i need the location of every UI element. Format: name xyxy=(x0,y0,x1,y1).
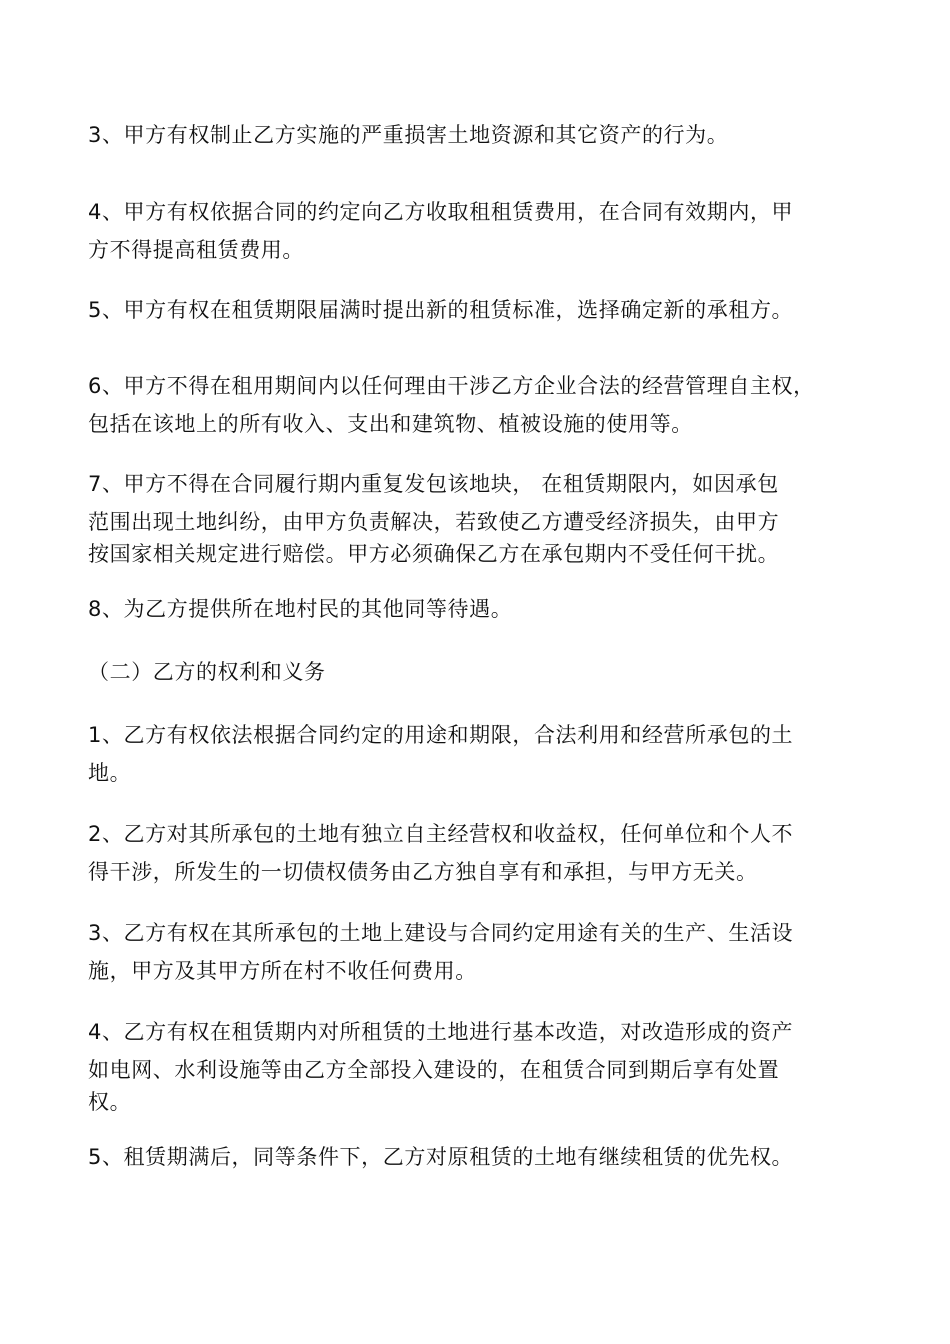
paragraph-b1 xyxy=(88,716,878,792)
text-line: 6、甲方不得在租用期间内以任何理由干涉乙方企业合法的经营管理自主权， xyxy=(88,374,815,398)
text-line: 2、乙方对其所承包的土地有独立自主经营权和收益权，任何单位和个人不 xyxy=(88,822,794,846)
text-line: 5、甲方有权在租赁期限届满时提出新的租赁标准，选择确定新的承租方。 xyxy=(88,298,794,322)
text-line: 4、甲方有权依据合同的约定向乙方收取租租赁费用，在合同有效期内，甲 xyxy=(88,200,794,224)
text-line: 5、租赁期满后，同等条件下，乙方对原租赁的土地有继续租赁的优先权。 xyxy=(88,1145,794,1169)
text-line: 4、乙方有权在租赁期内对所租赁的土地进行基本改造，对改造形成的资产 xyxy=(88,1020,794,1044)
text-line: 包括在该地上的所有收入、支出和建筑物、植被设施的使用等。 xyxy=(88,412,693,436)
section-heading xyxy=(88,653,878,691)
text-line: 1、乙方有权依法根据合同约定的用途和期限，合法利用和经营所承包的土 xyxy=(88,723,794,747)
paragraph-b5 xyxy=(88,1138,878,1176)
paragraph-a6 xyxy=(88,367,878,443)
text-line: 3、甲方有权制止乙方实施的严重损害土地资源和其它资产的行为。 xyxy=(88,123,729,147)
paragraph-a5 xyxy=(88,291,878,329)
text-line: 得干涉，所发生的一切债权债务由乙方独自享有和承担，与甲方无关。 xyxy=(88,860,758,884)
text-line: 8、为乙方提供所在地村民的其他同等待遇。 xyxy=(88,597,513,621)
text-line: 地。 xyxy=(88,761,132,785)
paragraph-b4 xyxy=(88,1013,878,1121)
paragraph-a7 xyxy=(88,465,878,573)
paragraph-b2 xyxy=(88,815,878,891)
text-line: 方不得提高租赁费用。 xyxy=(88,238,304,262)
text-line: 施，甲方及其甲方所在村不收任何费用。 xyxy=(88,959,477,983)
text-line: 7、甲方不得在合同履行期内重复发包该地块， 在租赁期限内，如因承包 xyxy=(88,472,779,496)
paragraph-a4 xyxy=(88,193,878,269)
paragraph-a8 xyxy=(88,590,878,628)
text-line: 3、乙方有权在其所承包的土地上建设与合同约定用途有关的生产、生活设 xyxy=(88,921,794,945)
text-line: 权。 xyxy=(88,1090,132,1114)
text-line: 如电网、水利设施等由乙方全部投入建设的，在租赁合同到期后享有处置 xyxy=(88,1058,780,1082)
text-line: 范围出现土地纠纷，由甲方负责解决，若致使乙方遭受经济损失，由甲方 xyxy=(88,510,780,534)
text-line: （二）乙方的权利和义务 xyxy=(88,660,326,684)
text-line: 按国家相关规定进行赔偿。甲方必须确保乙方在承包期内不受任何干扰。 xyxy=(88,542,780,566)
paragraph-a3 xyxy=(88,116,878,154)
paragraph-b3 xyxy=(88,914,878,990)
